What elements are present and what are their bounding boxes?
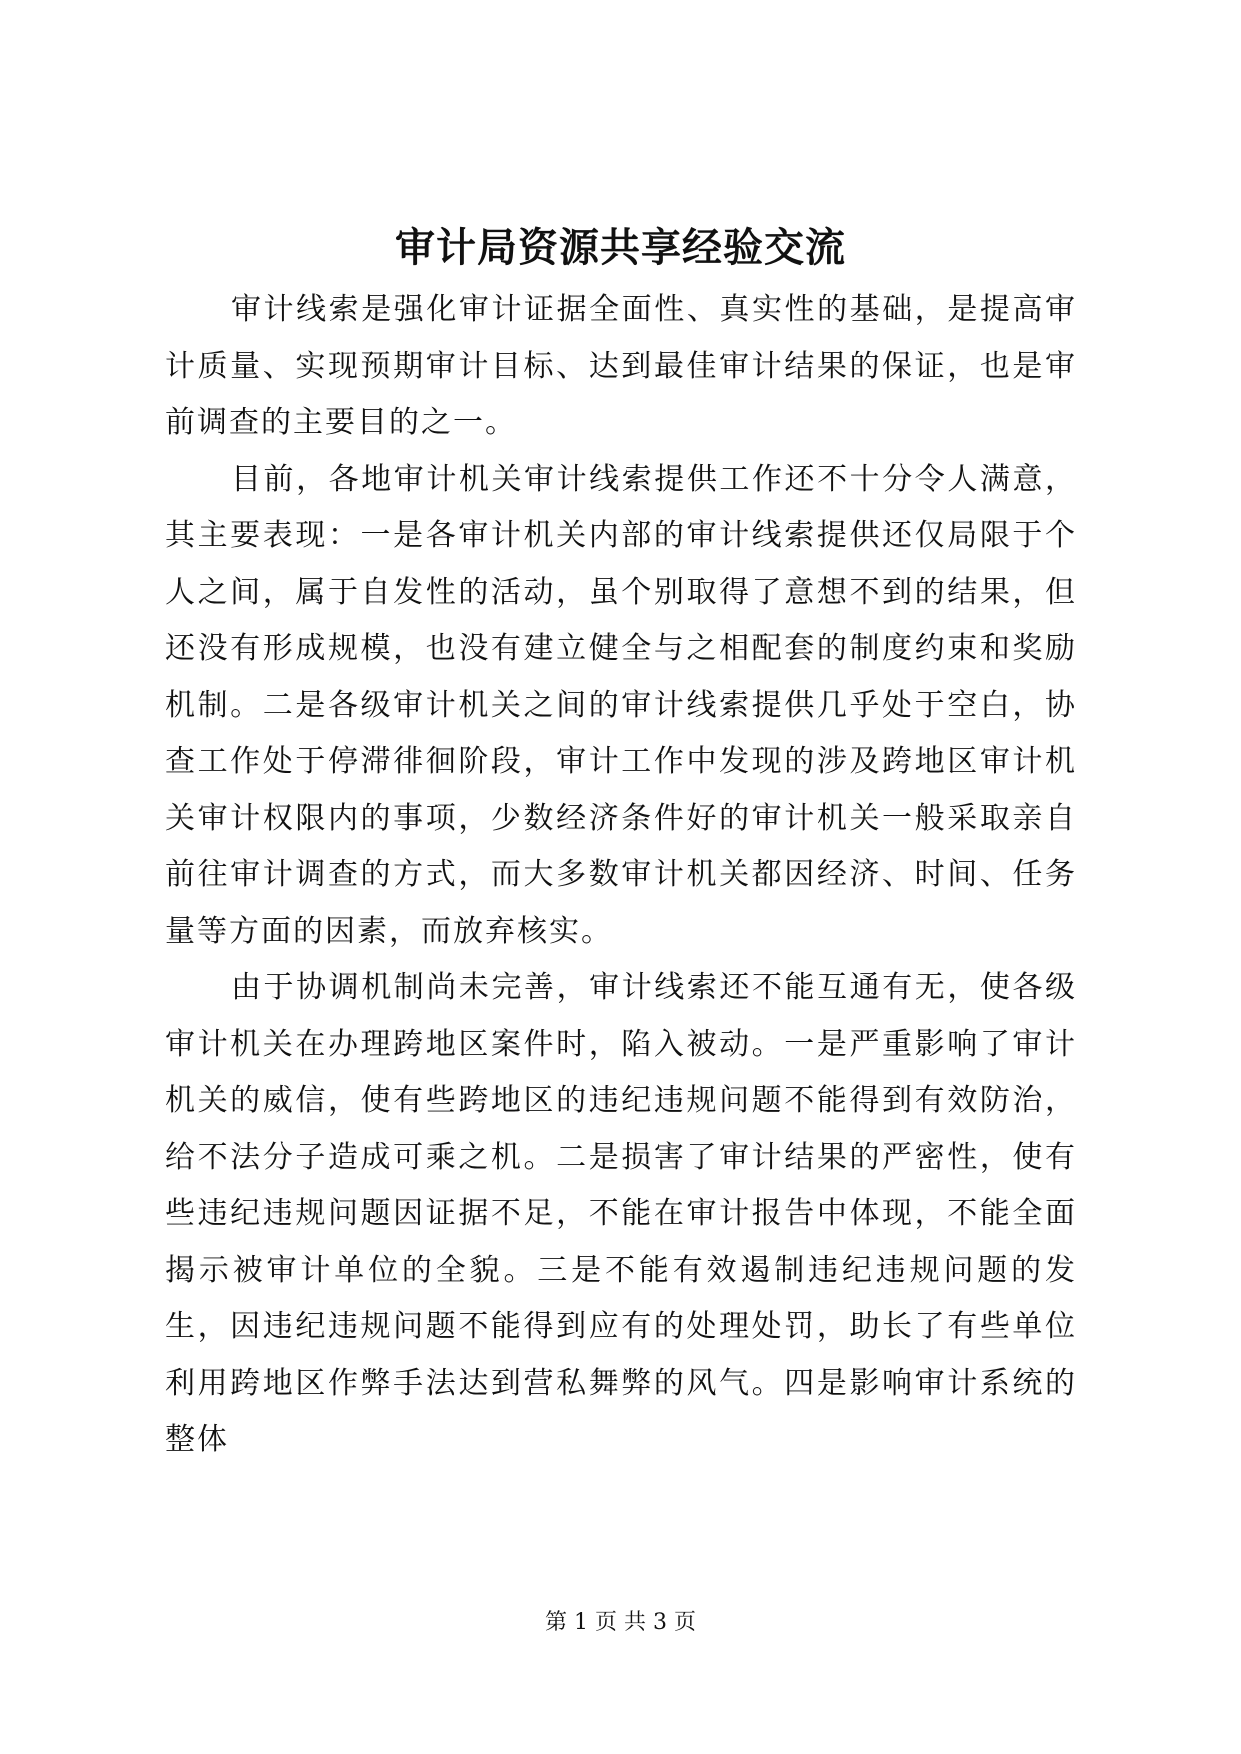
- paragraph: 审计线索是强化审计证据全面性、真实性的基础，是提高审计质量、实现预期审计目标、达到最佳审计结果的保证，也是审前调查的主要目的之一。: [165, 292, 1077, 440]
- page-number-footer: 第 1 页 共 3 页: [545, 1610, 696, 1635]
- document-title: 审计局资源共享经验交流: [395, 224, 846, 271]
- document-body: [165, 282, 1077, 1469]
- paragraph: 目前，各地审计机关审计线索提供工作还不十分令人满意，其主要表现：一是各审计机关内部的审计线索提供还仅局限于个人之间，属于自发性的活动，虽个别取得了意想不到的结果，但还没有形成规模，也没有建立健全与之相配套的制度约束和奖励机制。二是各级审计机关之间的审计线索提供几乎处于空白，协查工作处于停滞徘徊阶段，审计工作中发现的涉及跨地区审计机关审计权限内的事项，少数经济条件好的审计机关一般采取亲自前往审计调查的方式，而大多数审计机关都因经济、时间、任务量等方面的因素，而放弃核实。: [165, 461, 1077, 949]
- paragraph: 由于协调机制尚未完善，审计线索还不能互通有无，使各级审计机关在办理跨地区案件时，陷入被动。一是严重影响了审计机关的威信，使有些跨地区的违纪违规问题不能得到有效防治，给不法分子造成可乘之机。二是损害了审计结果的严密性，使有些违纪违规问题因证据不足，不能在审计报告中体现，不能全面揭示被审计单位的全貌。三是不能有效遏制违纪违规问题的发生，因违纪违规问题不能得到应有的处理处罚，助长了有些单位利用跨地区作弊手法达到营私舞弊的风气。四是影响审计系统的整体: [165, 970, 1077, 1457]
